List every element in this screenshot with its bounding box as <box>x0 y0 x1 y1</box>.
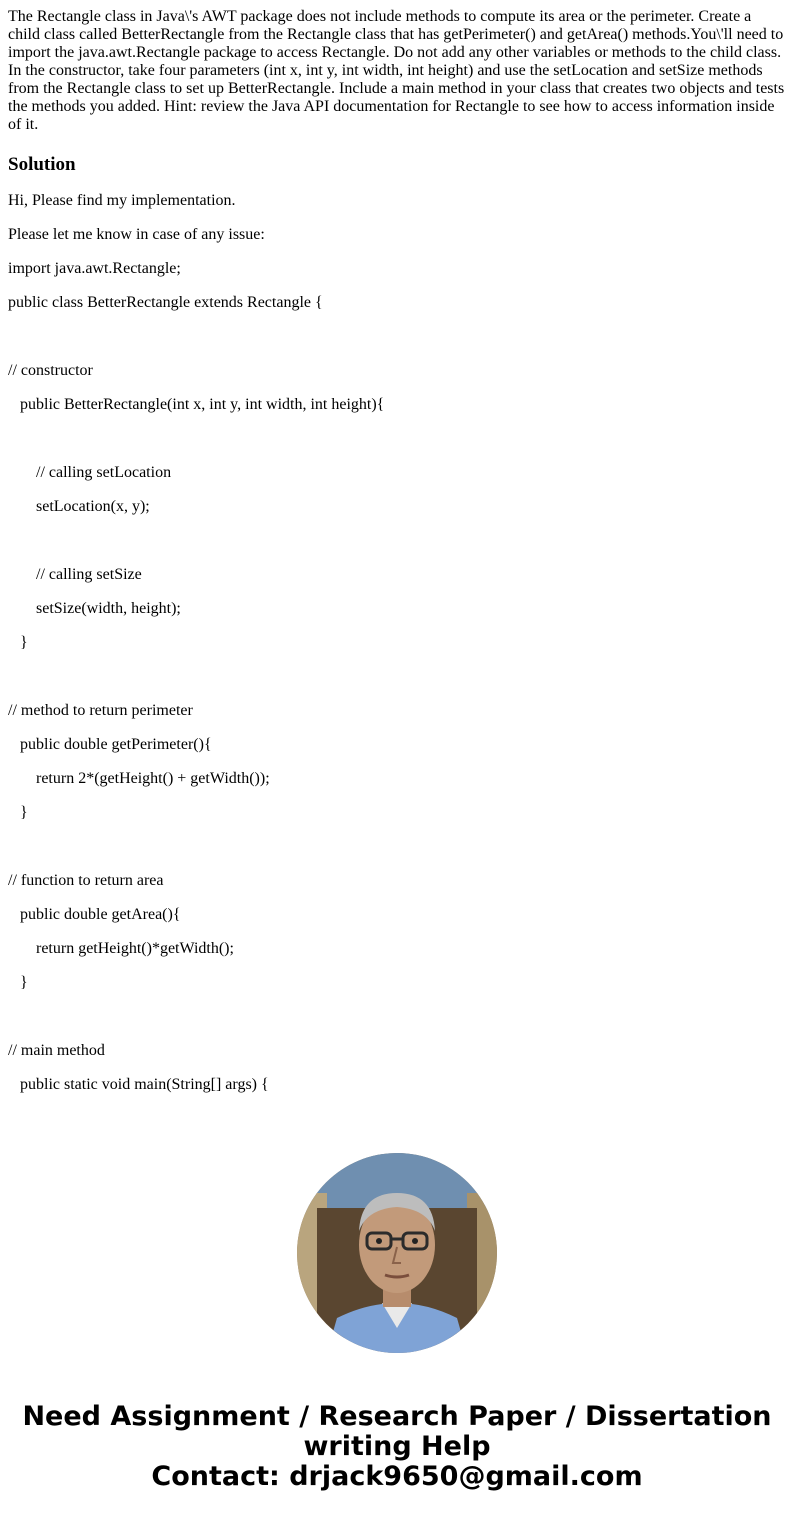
blank-line <box>8 532 786 550</box>
solution-line: public class BetterRectangle extends Rectangle { <box>8 294 323 311</box>
document-content <box>8 8 786 1094</box>
solution-line: // constructor <box>8 362 93 379</box>
question-text: The Rectangle class in Java\'s AWT package does not include methods to compute its area or the perimeter. Create a child class called BetterRectangle from the Rectangle class that has getPerimeter() and getArea() methods.You\'ll need to import the java.awt.Rectangle package to access Rectangle. Do not add any other variables or methods to the child class. In the constructor, take four parameters (int x, int y, int width, int height) and use the setLocation and setSize methods from the Rectangle class to set up BetterRectangle. Include a main method in your class that creates two objects and tests the methods you added. Hint: review the Java API documentation for Rectangle to see how to access information inside of it. <box>8 8 785 133</box>
blank-line <box>8 838 786 856</box>
solution-line: } <box>20 634 28 651</box>
blank-line <box>8 430 786 448</box>
promo-line-2: writing Help <box>303 1431 491 1462</box>
solution-body <box>8 192 786 1094</box>
solution-heading: Solution <box>8 154 76 175</box>
promo-section <box>0 1153 794 1358</box>
solution-line: } <box>20 804 28 821</box>
promo-line-3: Contact: drjack9650@gmail.com <box>151 1461 643 1492</box>
solution-line: return 2*(getHeight() + getWidth()); <box>36 770 270 787</box>
blank-line <box>8 668 786 686</box>
blank-line <box>8 1008 786 1026</box>
solution-line: setLocation(x, y); <box>36 498 150 515</box>
promo-text <box>0 1402 794 1492</box>
solution-line: public static void main(String[] args) { <box>20 1076 269 1093</box>
solution-line: public double getArea(){ <box>20 906 181 923</box>
solution-line: Hi, Please find my implementation. <box>8 192 236 209</box>
solution-line: setSize(width, height); <box>36 600 181 617</box>
solution-line: Please let me know in case of any issue: <box>8 226 265 243</box>
solution-line: // calling setLocation <box>36 464 172 481</box>
person-photo-icon <box>297 1153 497 1353</box>
solution-line: return getHeight()*getWidth(); <box>36 940 234 957</box>
avatar <box>297 1153 497 1353</box>
solution-line: // function to return area <box>8 872 164 889</box>
solution-line: } <box>20 974 28 991</box>
solution-line: // method to return perimeter <box>8 702 193 719</box>
solution-line: // calling setSize <box>36 566 142 583</box>
solution-line: import java.awt.Rectangle; <box>8 260 181 277</box>
solution-line: public BetterRectangle(int x, int y, int width, int height){ <box>20 396 385 413</box>
blank-line <box>8 328 786 346</box>
solution-line: public double getPerimeter(){ <box>20 736 212 753</box>
solution-line: // main method <box>8 1042 105 1059</box>
promo-line-1: Need Assignment / Research Paper / Dissertation <box>22 1401 772 1432</box>
